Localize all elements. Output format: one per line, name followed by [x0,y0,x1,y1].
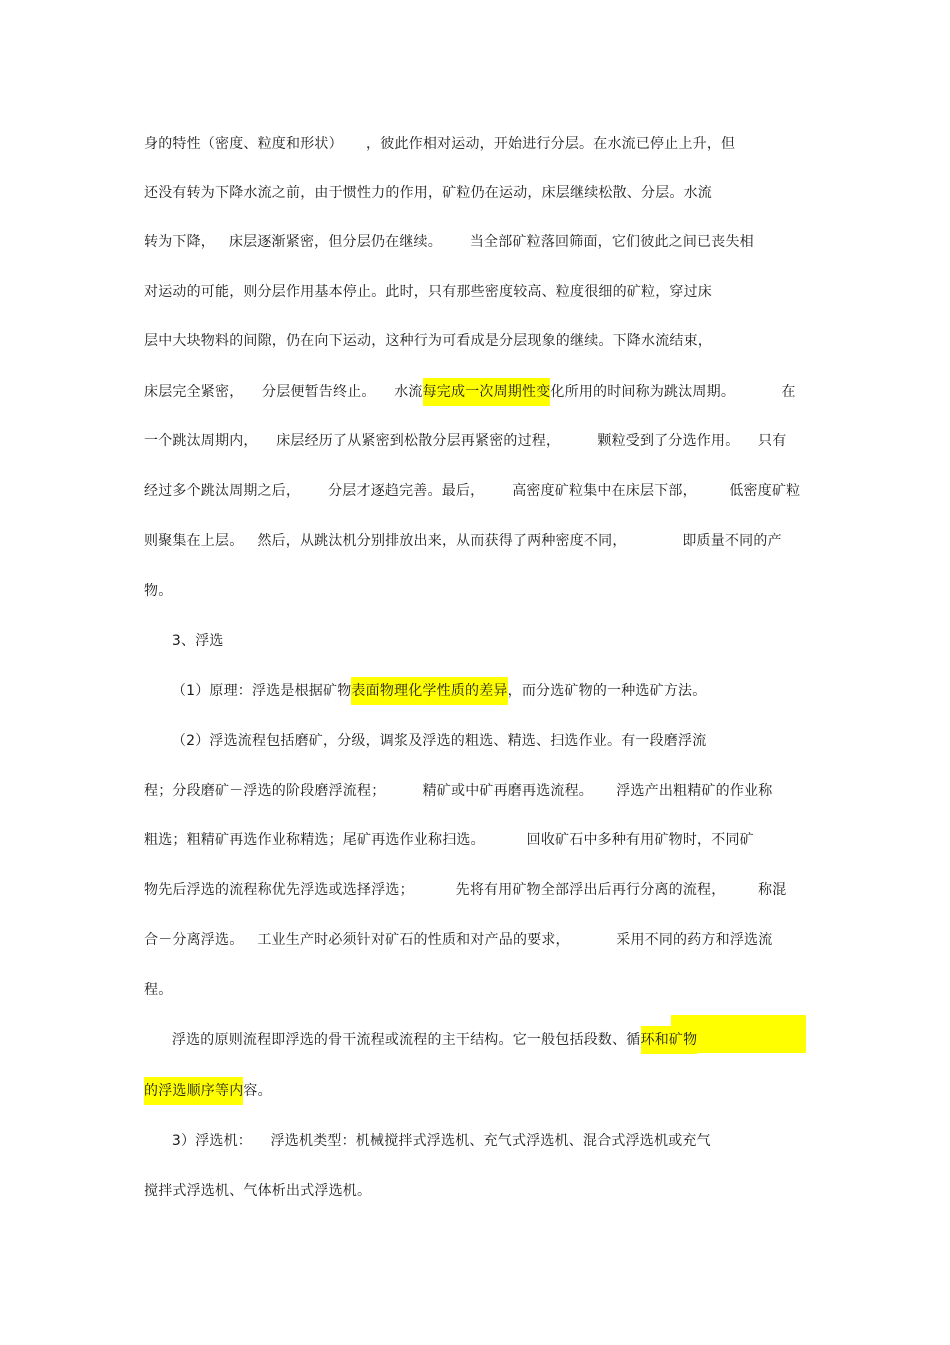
highlighted-text: 每完成一次周期性变 [423,378,551,406]
highlighted-text: 环和矿物 [641,1026,698,1054]
text-run: 对运动的可能，则分层作用基本停止。此时，只有那些密度较高、粒度很细的矿粒，穿过床 [144,284,712,300]
text-run: （2）浮选流程包括磨矿，分级，调浆及浮选的粗选、精选、扫选作业。有一段磨浮流 [144,733,707,749]
text-line [144,330,712,352]
text-run: 还没有转为下降水流之前，由于惯性力的作用，矿粒仍在运动，床层继续松散、分层。水流 [144,185,712,201]
text-run: 化所用的时间称为跳汰周期。 在 [550,384,796,400]
text-run: 合－分离浮选。 工业生产时必须针对矿石的性质和对产品的要求， 采用不同的药方和浮选流 [144,932,773,948]
text-run: 程。 [144,982,173,998]
text-line [144,430,786,452]
highlighted-text: 的浮选顺序等内 [144,1077,243,1105]
text-run: 一个跳汰周期内， 床层经历了从紧密到松散分层再紧密的过程， 颗粒受到了分选作用。 只有 [144,433,787,449]
text-run: 则聚集在上层。 然后，从跳汰机分别排放出来，从而获得了两种密度不同， 即质量不同的产 [144,533,782,549]
text-line [144,979,172,1001]
text-line [144,630,224,652]
text-run: 3、浮选 [144,633,224,649]
text-run: 物。 [144,583,173,599]
text-line [144,580,172,602]
text-line [144,231,754,253]
text-run: 3）浮选机： 浮选机类型：机械搅拌式浮选机、充气式浮选机、混合式浮选机或充气 [144,1133,711,1149]
text-line [144,1130,711,1152]
text-run: （1）原理：浮选是根据矿物 [144,683,352,699]
text-line [144,530,782,552]
text-line [144,480,800,502]
text-run: 转为下降， 床层逐渐紧密，但分层仍在继续。 当全部矿粒落回筛面，它们彼此之间已丧失相 [144,234,754,250]
text-line [144,281,712,303]
text-line [144,680,706,702]
highlighted-text: 表面物理化学性质的差异 [351,677,507,705]
text-run: 物先后浮选的流程称优先浮选或选择浮选； 先将有用矿物全部浮出后再行分离的流程， 称混 [144,882,787,898]
text-run: 浮选的原则流程即浮选的骨干流程或流程的主干结构。它一般包括段数、循 [144,1032,641,1048]
text-line [144,1180,371,1202]
text-run: 容。 [243,1083,272,1099]
text-run: 程；分段磨矿－浮选的阶段磨浮流程； 精矿或中矿再磨再选流程。 浮选产出粗精矿的作业称 [144,783,773,799]
text-run: 粗选；粗精矿再选作业称精选；尾矿再选作业称扫选。 回收矿石中多种有用矿物时，不同矿 [144,832,754,848]
text-run: 床层完全紧密， 分层便暂告终止。 水流 [144,384,423,400]
text-line [144,182,712,204]
text-run: 经过多个跳汰周期之后， 分层才逐趋完善。最后， 高密度矿粒集中在床层下部， 低密度矿粒 [144,483,801,499]
text-run: 身的特性（密度、粒度和形状） ，彼此作相对运动，开始进行分层。在水流已停止上升，但 [144,136,736,152]
text-line [144,730,706,752]
text-run: 搅拌式浮选机、气体析出式浮选机。 [144,1183,372,1199]
text-line [144,1080,272,1102]
text-line [144,829,754,851]
text-line [144,381,796,403]
text-line [144,879,786,901]
text-line [144,780,772,802]
text-run: ，而分选矿物的一种选矿方法。 [507,683,707,699]
text-line [144,1029,697,1051]
text-line [144,929,772,951]
text-run: 层中大块物料的间隙，仍在向下运动，这种行为可看成是分层现象的继续。下降水流结束， [144,333,712,349]
text-line [144,133,735,155]
